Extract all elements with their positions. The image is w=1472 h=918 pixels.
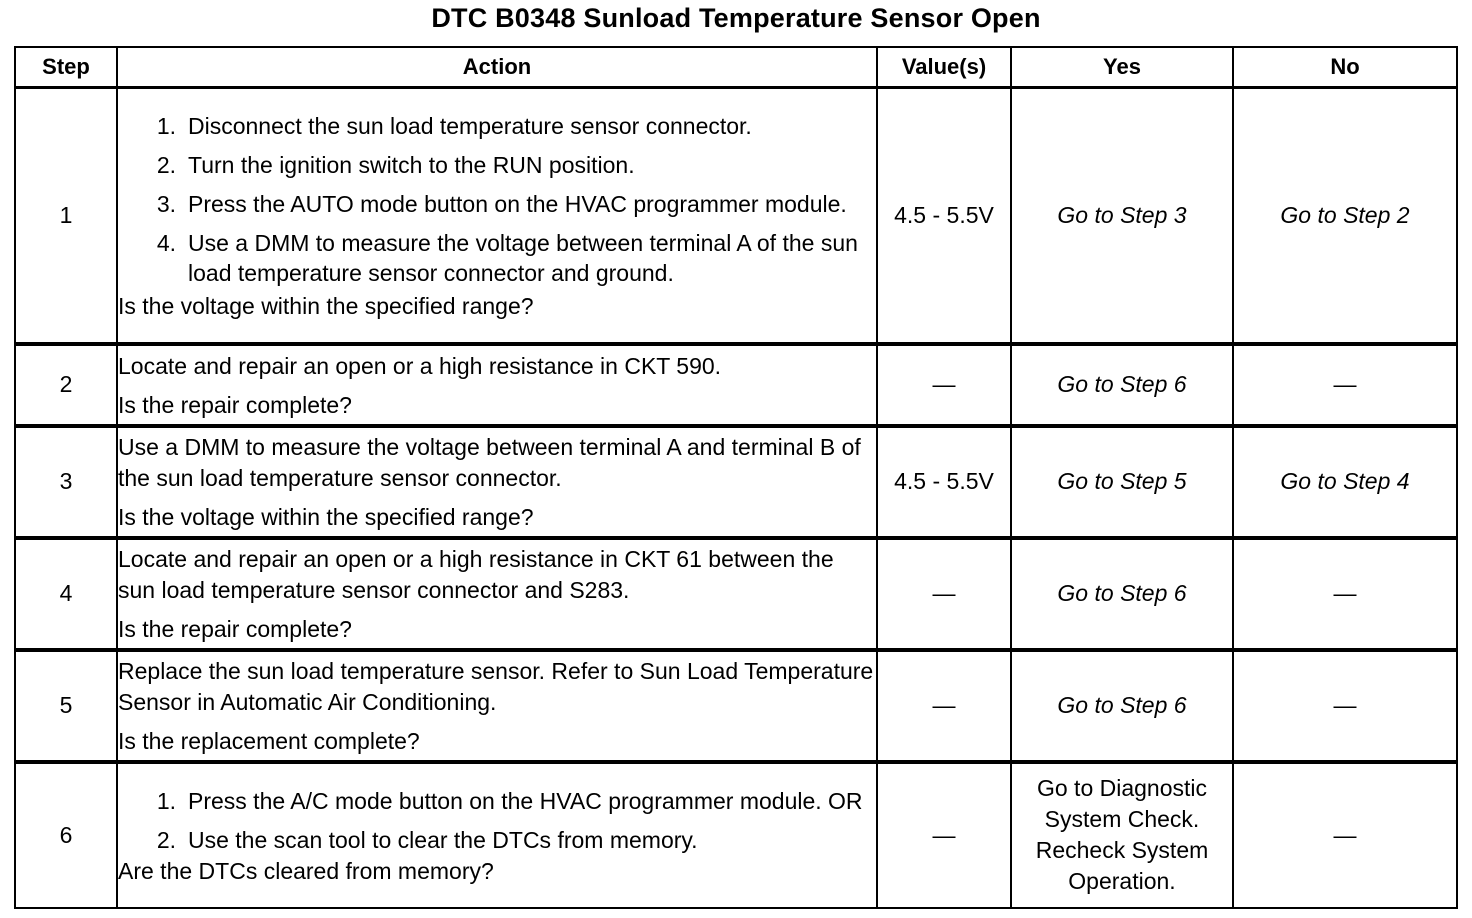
table-row: [15, 426, 1457, 538]
action-question: Is the repair complete?: [118, 391, 352, 418]
header-step: Step: [15, 47, 117, 88]
page-title: DTC B0348 Sunload Temperature Sensor Open: [431, 3, 1041, 33]
no-cell: —: [1233, 762, 1457, 908]
value-cell: 4.5 - 5.5V: [877, 88, 1011, 344]
action-question: Is the voltage within the specified range?: [118, 504, 534, 530]
step-number: 6: [15, 762, 117, 908]
list-item: 3. Press the AUTO mode button on the HVAC programmer module.: [156, 190, 847, 217]
action-cell: [117, 538, 877, 650]
header-row: [15, 47, 1457, 88]
yes-cell: Go to Step 3: [1011, 88, 1233, 344]
action-text: Use a DMM to measure the voltage between terminal A and terminal B of the sun load temperature sensor connector.: [118, 434, 861, 491]
diagnostic-table: [14, 46, 1458, 909]
action-question: Is the repair complete?: [118, 616, 352, 642]
list-item: 4. Use a DMM to measure the voltage between terminal A of the sun load temperature sensor connector and ground.: [156, 229, 858, 286]
list-item: 1. Press the A/C mode button on the HVAC programmer module. OR: [156, 787, 863, 814]
list-item: 2. Use the scan tool to clear the DTCs from memory.: [156, 826, 698, 853]
list-item: 2. Turn the ignition switch to the RUN position.: [156, 151, 635, 178]
action-cell: [117, 762, 877, 908]
step-number: 3: [15, 426, 117, 538]
action-cell: [117, 650, 877, 762]
action-question: Are the DTCs cleared from memory?: [118, 857, 494, 884]
step-number: 4: [15, 538, 117, 650]
action-text: Locate and repair an open or a high resistance in CKT 590.: [118, 352, 722, 379]
value-cell: —: [877, 762, 1011, 908]
value-cell: —: [877, 650, 1011, 762]
yes-cell: Go to Diagnostic System Check. Recheck System Operation.: [1011, 762, 1233, 908]
no-cell: Go to Step 2: [1233, 88, 1457, 344]
action-text: Replace the sun load temperature sensor. Refer to Sun Load Temperature Sensor in Automatic Air Conditioning.: [118, 658, 874, 715]
yes-cell: Go to Step 6: [1011, 650, 1233, 762]
step-number: 2: [15, 344, 117, 426]
value-cell: 4.5 - 5.5V: [877, 426, 1011, 538]
action-question: Is the voltage within the specified range?: [118, 292, 534, 319]
table-row: [15, 344, 1457, 426]
action-steps: [118, 786, 876, 855]
action-text: Locate and repair an open or a high resistance in CKT 61 between the sun load temperature sensor connector and S283.: [118, 546, 834, 603]
no-cell: —: [1233, 344, 1457, 426]
no-cell: Go to Step 4: [1233, 426, 1457, 538]
table-row: [15, 538, 1457, 650]
yes-cell: Go to Step 6: [1011, 344, 1233, 426]
list-item: 1. Disconnect the sun load temperature sensor connector.: [156, 112, 752, 139]
table-row: [15, 650, 1457, 762]
step-number: 1: [15, 88, 117, 344]
action-question: Is the replacement complete?: [118, 728, 420, 754]
header-yes: Yes: [1011, 47, 1233, 88]
header-values: Value(s): [877, 47, 1011, 88]
table-row: [15, 762, 1457, 908]
action-cell: [117, 88, 877, 344]
no-cell: —: [1233, 650, 1457, 762]
action-cell: [117, 344, 877, 426]
action-steps: [118, 111, 876, 288]
yes-cell: Go to Step 6: [1011, 538, 1233, 650]
step-number: 5: [15, 650, 117, 762]
no-cell: —: [1233, 538, 1457, 650]
yes-cell: Go to Step 5: [1011, 426, 1233, 538]
action-cell: [117, 426, 877, 538]
header-no: No: [1233, 47, 1457, 88]
header-action: Action: [117, 47, 877, 88]
value-cell: —: [877, 538, 1011, 650]
value-cell: —: [877, 344, 1011, 426]
table-row: [15, 88, 1457, 344]
